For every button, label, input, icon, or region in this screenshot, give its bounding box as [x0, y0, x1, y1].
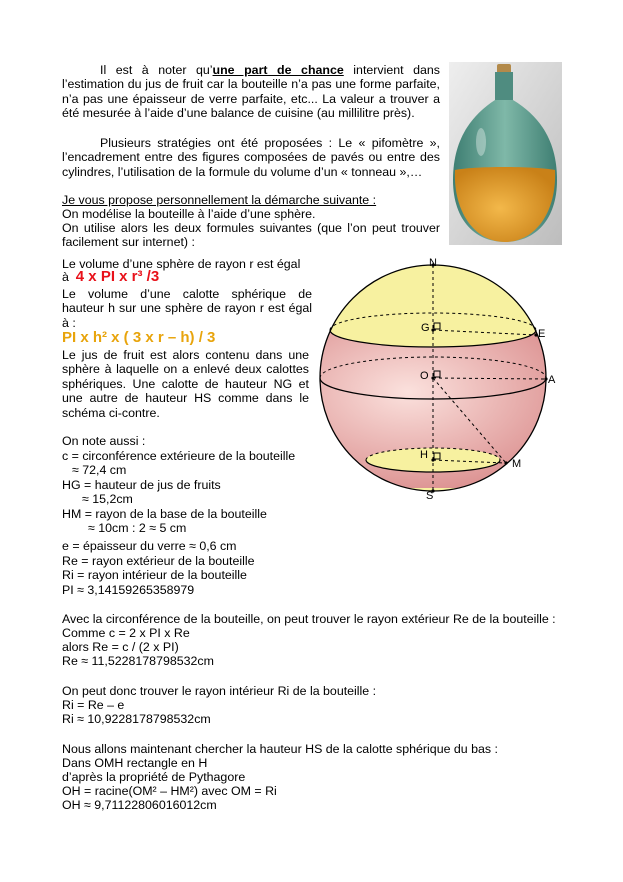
calc-re-line-3: alors Re = c / (2 x PI) — [62, 640, 179, 654]
calc-ri-line-3: Ri ≈ 10,9228178798532cm — [62, 712, 211, 726]
note-circumference-label: c = circonférence extérieure de la bouteille — [62, 449, 296, 463]
calc-hs-line-2: Dans OMH rectangle en H — [62, 756, 208, 770]
bottle-image — [449, 62, 562, 245]
note-base-radius-label: HM = rayon de la base de la bouteille — [62, 507, 267, 521]
label-O: O — [420, 370, 429, 382]
intro-text-end: intervient dans l’estimation du jus de fruit car la bouteille n’a pas une forme parfaite, n’a pas une épaisseur de verre parfaite, etc... La valeur a trouver a été mesurée à l’aide d’une balance de cuisine (au millilitre près). — [62, 63, 440, 121]
sphere-prefix: à — [62, 270, 69, 284]
sphere-diagram-svg — [300, 255, 570, 510]
juice-description: Le jus de fruit est alors contenu dans une sphère à laquelle on a enlevé deux calottes sphériques. Une calotte de hauteur NG et une autre de hauteur HS comme dans le schéma ci-contre. — [62, 348, 309, 420]
note-pi-value: PI ≈ 3,14159265358979 — [62, 583, 195, 597]
label-N: N — [429, 257, 437, 269]
intro-paragraph-2: Plusieurs stratégies ont été proposées : Le « pifomètre », l’encadrement entre des figures composées de pavés ou entre des cylindres, l’utilisation de la formule du volume d’un « tonneau »,… — [62, 136, 440, 179]
note-base-radius-value: ≈ 10cm : 2 ≈ 5 cm — [88, 521, 187, 535]
sphere-volume-formula: 4 x PI x r³ /3 — [75, 268, 160, 285]
label-M: M — [512, 458, 522, 470]
sphere-volume-formula-line — [62, 270, 159, 284]
calc-re-line-1: Avec la circonférence de la bouteille, on peut trouver le rayon extérieur Re de la bouteille : — [62, 612, 556, 626]
label-H: H — [420, 449, 428, 461]
intro-paragraph-1 — [62, 63, 440, 121]
bottle-photo — [449, 62, 562, 245]
label-E: E — [538, 328, 546, 340]
calc-hs-line-4: OH = racine(OM² – HM²) avec OM = Ri — [62, 784, 277, 798]
note-glass-thickness: e = épaisseur du verre ≈ 0,6 cm — [62, 539, 237, 553]
calc-ri-line-1: On peut donc trouver le rayon intérieur Ri de la bouteille : — [62, 684, 377, 698]
method-line-2: On utilise alors les deux formules suivantes (que l’on peut trouver facilement sur internet) : — [62, 221, 440, 249]
label-G: G — [421, 322, 430, 334]
calc-hs-line-5: OH ≈ 9,71122806016012cm — [62, 798, 217, 812]
note-outer-radius: Re = rayon extérieur de la bouteille — [62, 554, 255, 568]
calc-ri-line-2: Ri = Re – e — [62, 698, 125, 712]
emphasis-part-of-chance: une part de chance — [212, 63, 344, 77]
note-inner-radius: Ri = rayon intérieur de la bouteille — [62, 568, 247, 582]
calc-hs-line-1: Nous allons maintenant chercher la hauteur HS de la calotte sphérique du bas : — [62, 742, 499, 756]
method-heading: Je vous propose personnellement la démarche suivante : — [62, 193, 377, 207]
calc-re-line-4: Re ≈ 11,5228178798532cm — [62, 654, 214, 668]
notes-title: On note aussi : — [62, 434, 146, 448]
label-S: S — [426, 490, 434, 502]
method-line-1: On modélise la bouteille à l’aide d’une sphère. — [62, 207, 316, 221]
calc-hs-line-3: d’après la propriété de Pythagore — [62, 770, 246, 784]
label-A: A — [548, 374, 556, 386]
note-circumference-value: ≈ 72,4 cm — [72, 463, 127, 477]
note-juice-height-label: HG = hauteur de jus de fruits — [62, 478, 221, 492]
intro-text-start: Il est à noter qu’ — [100, 63, 213, 77]
sphere-diagram — [300, 255, 570, 510]
cap-volume-formula: PI x h² x ( 3 x r – h) / 3 — [62, 329, 216, 346]
cap-volume-text: Le volume d’une calotte sphérique de hauteur h sur une sphère de rayon r est égal à : — [62, 287, 312, 330]
note-juice-height-value: ≈ 15,2cm — [82, 492, 133, 506]
calc-re-line-2: Comme c = 2 x PI x Re — [62, 626, 190, 640]
sphere-volume-text: Le volume d’une sphère de rayon r est égal — [62, 257, 301, 271]
